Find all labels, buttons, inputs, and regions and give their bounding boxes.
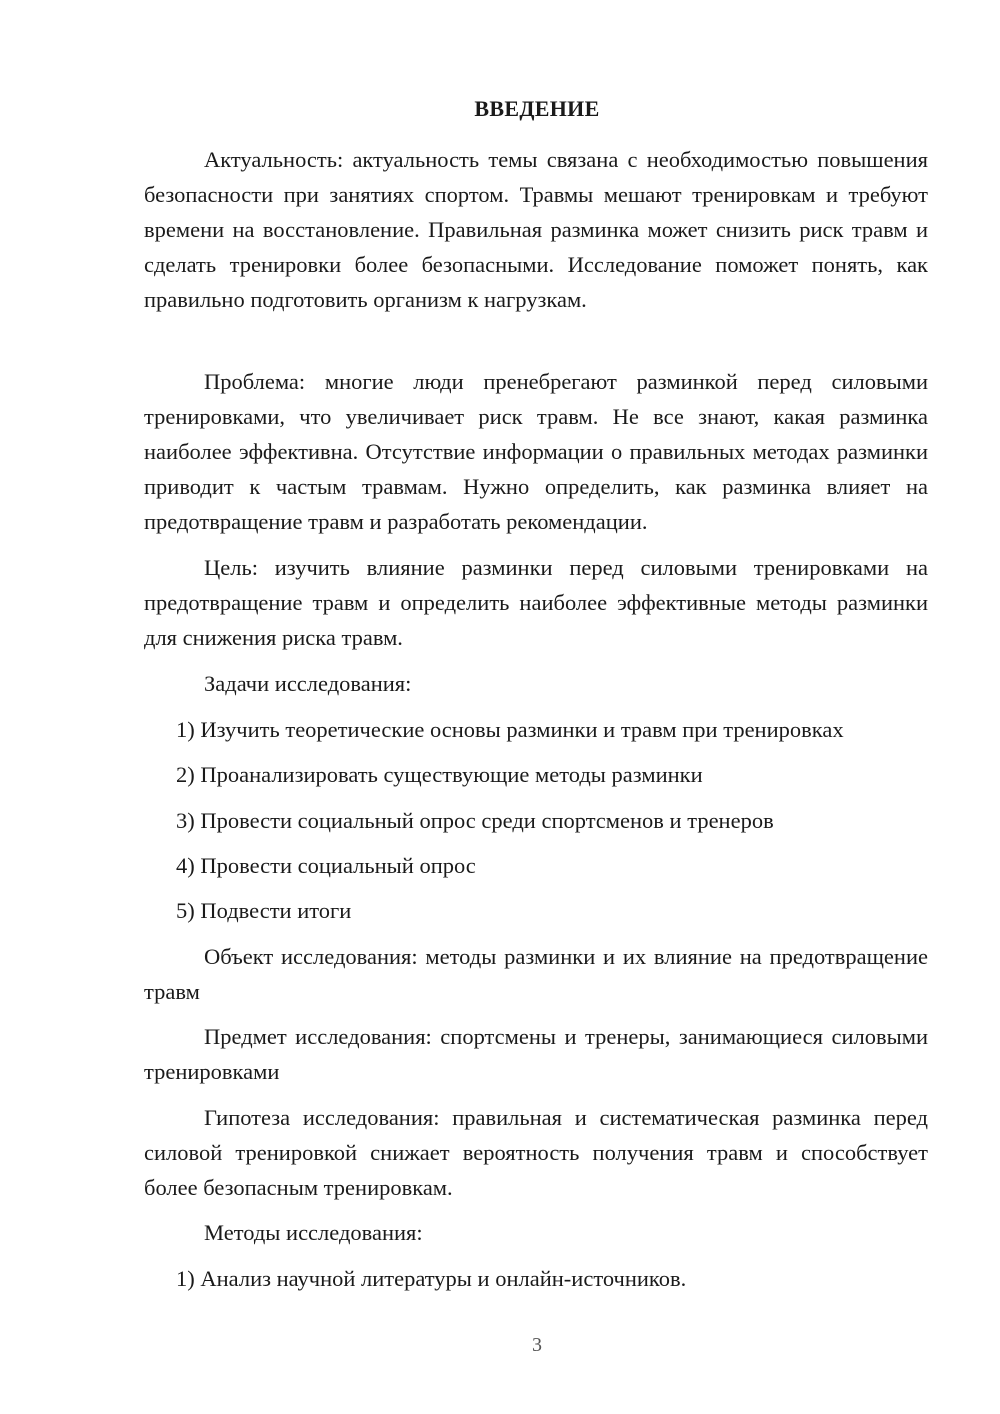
task-item: 3) Провести социальный опрос среди спортсменов и тренеров: [176, 808, 774, 833]
page-number: 3: [532, 1334, 542, 1356]
object-paragraph: Объект исследования: методы разминки и их влияние на предотвращение травм: [144, 944, 928, 1004]
tasks-heading: Задачи исследования:: [204, 671, 412, 696]
methods-heading: Методы исследования:: [204, 1220, 423, 1245]
task-item: 5) Подвести итоги: [176, 898, 352, 923]
task-item: 1) Изучить теоретические основы разминки и травм при тренировках: [176, 717, 844, 742]
page-title: ВВЕДЕНИЕ: [474, 96, 600, 121]
method-item: 1) Анализ научной литературы и онлайн-источников.: [176, 1266, 687, 1291]
subject-paragraph: Предмет исследования: спортсмены и тренеры, занимающиеся силовыми тренировками: [144, 1024, 928, 1084]
goal-paragraph: Цель: изучить влияние разминки перед силовыми тренировками на предотвращение травм и определить наиболее эффективные методы разминки для снижения риска травм.: [144, 555, 928, 650]
task-item: 4) Провести социальный опрос: [176, 853, 476, 878]
problem-paragraph: Проблема: многие люди пренебрегают разминкой перед силовыми тренировками, что увеличивает риск травм. Не все знают, какая разминка наиболее эффективна. Отсутствие информации о правильных методах разминки приводит к частым травмам. Нужно определить, как разминка влияет на предотвращение травм и разработать рекомендации.: [144, 369, 928, 534]
task-item: 2) Проанализировать существующие методы разминки: [176, 762, 703, 787]
hypothesis-paragraph: Гипотеза исследования: правильная и систематическая разминка перед силовой тренировкой снижает вероятность получения травм и способствует более безопасным тренировкам.: [144, 1105, 928, 1200]
relevance-paragraph: Актуальность: актуальность темы связана с необходимостью повышения безопасности при занятиях спортом. Травмы мешают тренировкам и требуют времени на восстановление. Правильная разминка может снизить риск травм и сделать тренировки более безопасными. Исследование поможет понять, как правильно подготовить организм к нагрузкам.: [144, 147, 928, 312]
